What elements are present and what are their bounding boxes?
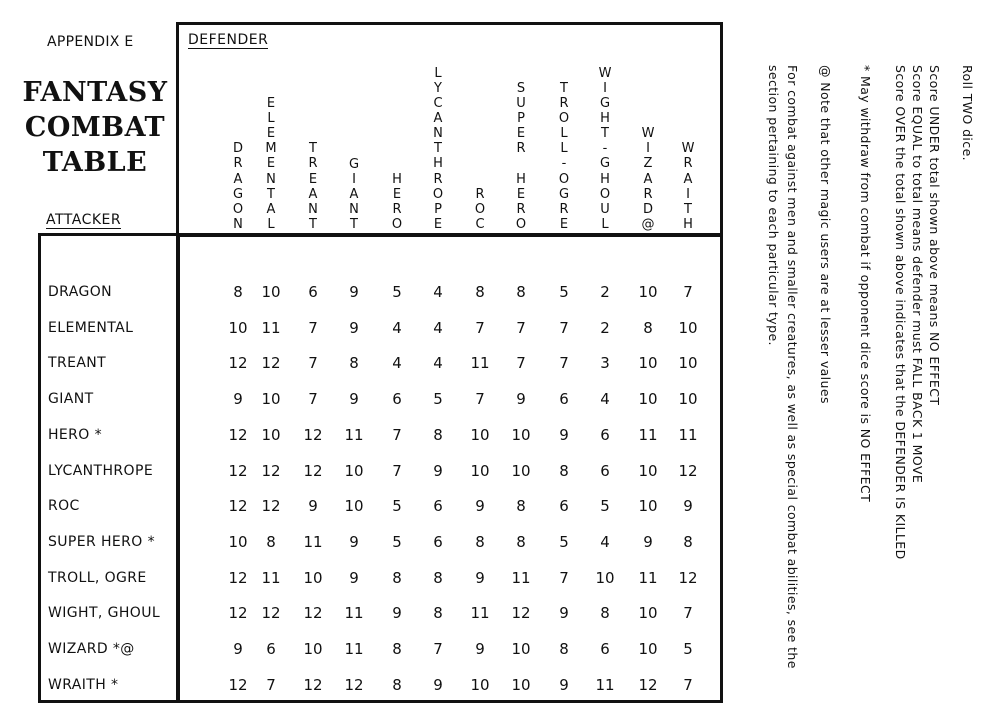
table-cell: 7 [266, 675, 276, 694]
table-cell: 10 [511, 461, 531, 480]
attacker-row-label: WRAITH * [48, 676, 119, 693]
table-cell: 12 [303, 461, 323, 480]
table-cell: 12 [228, 675, 248, 694]
table-cell: 10 [638, 283, 658, 301]
table-cell: 10 [638, 640, 658, 658]
table-cell: 9 [349, 283, 359, 301]
table-cell: 4 [600, 390, 610, 409]
table-cell: 7 [559, 568, 569, 587]
table-cell: 12 [261, 604, 281, 623]
defender-column-header: H E R O [391, 171, 403, 232]
table-cell: 12 [228, 604, 248, 623]
table-cell: 9 [475, 568, 485, 587]
table-cell: 2 [600, 283, 610, 301]
note-over: Score OVER the total shown above indicates that the DEFENDER IS KILLED [893, 65, 908, 560]
table-cell: 7 [308, 390, 318, 409]
table-cell: 11 [511, 568, 531, 587]
table-cell: 6 [559, 497, 569, 516]
table-cell: 8 [516, 532, 526, 551]
table-cell: 11 [595, 675, 615, 694]
table-cell: 10 [678, 354, 698, 373]
table-cell: 4 [600, 532, 610, 551]
attacker-row-label: TREANT [48, 355, 107, 372]
table-cell: 9 [475, 640, 485, 658]
note-equal: Score EQUAL to total means defender must FALL BACK 1 MOVE [910, 65, 925, 484]
table-cell: 10 [638, 461, 658, 480]
table-cell: 12 [228, 497, 248, 516]
table-cell: 10 [470, 461, 490, 480]
note-combat-line-2: section pertaining to each particular type. [766, 65, 781, 346]
table-cell: 12 [228, 461, 248, 480]
table-cell: 7 [392, 461, 402, 480]
page-title-line-1: FANTASY [22, 77, 168, 108]
table-cell: 8 [266, 532, 276, 551]
table-cell: 4 [433, 318, 443, 337]
table-cell: 5 [392, 497, 402, 516]
table-cell: 9 [433, 461, 443, 480]
table-cell: 9 [233, 390, 243, 409]
attacker-label: ATTACKER [46, 212, 122, 228]
table-cell: 11 [303, 532, 323, 551]
table-cell: 9 [516, 390, 526, 409]
table-cell: 11 [638, 568, 658, 587]
table-cell: 5 [683, 640, 693, 658]
defender-column-header: W I G H T - G H O U L [598, 65, 612, 232]
table-cell: 3 [600, 354, 610, 373]
table-cell: 8 [233, 283, 243, 301]
table-cell: 4 [433, 354, 443, 373]
defender-column-header: E L E M E N T A L [265, 96, 277, 232]
table-cell: 12 [678, 461, 698, 480]
defender-column-header: R O C [474, 186, 486, 232]
table-cell: 9 [683, 497, 693, 516]
defender-column-header: W R A I T H [681, 141, 695, 232]
table-cell: 12 [228, 354, 248, 373]
attacker-row-label: DRAGON [48, 284, 113, 300]
table-cell: 12 [678, 568, 698, 587]
table-cell: 6 [600, 425, 610, 444]
table-cell: 12 [261, 497, 281, 516]
table-cell: 9 [392, 604, 402, 623]
table-cell: 6 [600, 461, 610, 480]
table-cell: 6 [600, 640, 610, 658]
attacker-row-label: LYCANTHROPE [48, 462, 154, 479]
table-cell: 11 [261, 568, 281, 587]
table-cell: 7 [683, 675, 693, 694]
table-cell: 6 [433, 532, 443, 551]
table-cell: 7 [308, 318, 318, 337]
note-combat-line-1: For combat against men and smaller creatures, as well as special combat abilities, see the [785, 65, 800, 669]
table-cell: 10 [344, 497, 364, 516]
table-cell: 10 [261, 390, 281, 409]
attacker-row-label: SUPER HERO * [48, 533, 155, 550]
table-cell: 10 [303, 568, 323, 587]
table-cell: 9 [475, 497, 485, 516]
table-cell: 5 [559, 532, 569, 551]
table-cell: 11 [344, 640, 364, 658]
note-roll: Roll TWO dice. [960, 65, 975, 162]
table-cell: 7 [475, 390, 485, 409]
table-cell: 8 [516, 283, 526, 301]
table-cell: 12 [638, 675, 658, 694]
attacker-row-label: TROLL, OGRE [48, 569, 147, 586]
table-cell: 8 [392, 640, 402, 658]
table-cell: 8 [392, 675, 402, 694]
table-cell: 12 [228, 425, 248, 444]
defender-label: DEFENDER [188, 32, 269, 48]
table-cell: 10 [470, 425, 490, 444]
table-cell: 7 [516, 354, 526, 373]
table-cell: 10 [303, 640, 323, 658]
table-cell: 9 [349, 390, 359, 409]
table-cell: 7 [433, 640, 443, 658]
note-under: Score UNDER total shown above means NO EFFECT [927, 65, 942, 406]
table-cell: 10 [511, 640, 531, 658]
table-cell: 10 [638, 354, 658, 373]
table-cell: 8 [349, 354, 359, 373]
attacker-row-label: HERO * [48, 426, 102, 443]
table-cell: 10 [344, 461, 364, 480]
table-cell: 9 [559, 425, 569, 444]
defender-column-header: L Y C A N T H R O P E [432, 65, 444, 232]
table-cell: 5 [559, 283, 569, 301]
attacker-row-label: ROC [48, 498, 80, 515]
table-cell: 5 [392, 532, 402, 551]
page-title-line-3: TABLE [42, 147, 148, 178]
table-cell: 8 [559, 461, 569, 480]
table-cell: 12 [261, 461, 281, 480]
table-cell: 10 [638, 497, 658, 516]
table-cell: 12 [228, 568, 248, 587]
table-cell: 11 [678, 425, 698, 444]
table-cell: 11 [344, 604, 364, 623]
table-cell: 11 [470, 604, 490, 623]
table-cell: 8 [600, 604, 610, 623]
table-cell: 10 [228, 532, 248, 551]
table-cell: 9 [433, 675, 443, 694]
table-cell: 10 [638, 604, 658, 623]
table-cell: 7 [392, 425, 402, 444]
table-cell: 7 [559, 318, 569, 337]
table-cell: 9 [643, 532, 653, 551]
defender-column-header: S U P E R H E R O [515, 81, 527, 232]
table-cell: 2 [600, 318, 610, 337]
table-cell: 8 [392, 568, 402, 587]
table-cell: 9 [308, 497, 318, 516]
table-cell: 8 [643, 318, 653, 337]
attacker-row-label: ELEMENTAL [48, 319, 134, 336]
table-cell: 8 [475, 283, 485, 301]
table-cell: 5 [392, 283, 402, 301]
table-cell: 8 [433, 425, 443, 444]
table-cell: 10 [511, 675, 531, 694]
table-cell: 6 [433, 497, 443, 516]
table-cell: 7 [559, 354, 569, 373]
table-cell: 7 [516, 318, 526, 337]
table-cell: 8 [433, 568, 443, 587]
table-cell: 8 [433, 604, 443, 623]
defender-column-header: T R O L L - O G R E [558, 81, 570, 232]
table-cell: 10 [678, 318, 698, 337]
table-cell: 10 [228, 318, 248, 337]
table-cell: 12 [511, 604, 531, 623]
table-cell: 12 [303, 425, 323, 444]
table-cell: 7 [308, 354, 318, 373]
page-title-line-2: COMBAT [24, 112, 166, 143]
attacker-row-label: GIANT [48, 391, 94, 408]
table-cell: 6 [266, 640, 276, 658]
attacker-row-label: WIGHT, GHOUL [48, 605, 161, 622]
table-cell: 4 [433, 283, 443, 301]
table-cell: 10 [261, 283, 281, 301]
table-cell: 7 [683, 604, 693, 623]
defender-column-header: G I A N T [348, 156, 360, 232]
table-cell: 12 [303, 604, 323, 623]
table-cell: 5 [433, 390, 443, 409]
table-cell: 7 [475, 318, 485, 337]
table-cell: 4 [392, 354, 402, 373]
attacker-row-label: WIZARD *@ [48, 641, 135, 657]
table-cell: 9 [233, 640, 243, 658]
table-cell: 9 [349, 532, 359, 551]
table-cell: 9 [349, 568, 359, 587]
table-cell: 6 [559, 390, 569, 409]
defender-column-header: D R A G O N [232, 141, 244, 232]
note-withdraw: * May withdraw from combat if opponent dice score is NO EFFECT [858, 65, 873, 503]
table-cell: 10 [511, 425, 531, 444]
table-cell: 4 [392, 318, 402, 337]
table-cell: 8 [516, 497, 526, 516]
table-cell: 8 [475, 532, 485, 551]
defender-column-header: T R E A N T [308, 141, 318, 232]
table-cell: 10 [261, 425, 281, 444]
table-cell: 11 [638, 425, 658, 444]
table-cell: 5 [600, 497, 610, 516]
table-cell: 8 [683, 532, 693, 551]
table-cell: 12 [303, 675, 323, 694]
table-cell: 6 [308, 283, 318, 301]
table-cell: 11 [470, 354, 490, 373]
table-cell: 6 [392, 390, 402, 409]
table-cell: 11 [261, 318, 281, 337]
table-cell: 9 [559, 604, 569, 623]
table-cell: 10 [470, 675, 490, 694]
table-cell: 10 [595, 568, 615, 587]
table-cell: 9 [559, 675, 569, 694]
table-cell: 11 [344, 425, 364, 444]
defender-column-header: W I Z A R D @ [641, 126, 655, 232]
table-cell: 12 [344, 675, 364, 694]
table-cell: 12 [261, 354, 281, 373]
table-cell: 10 [678, 390, 698, 409]
table-cell: 8 [559, 640, 569, 658]
note-magic: @ Note that other magic users are at lesser values [818, 65, 833, 404]
appendix-label: APPENDIX E [47, 34, 134, 50]
table-cell: 9 [349, 318, 359, 337]
table-cell: 10 [638, 390, 658, 409]
table-cell: 7 [683, 283, 693, 301]
